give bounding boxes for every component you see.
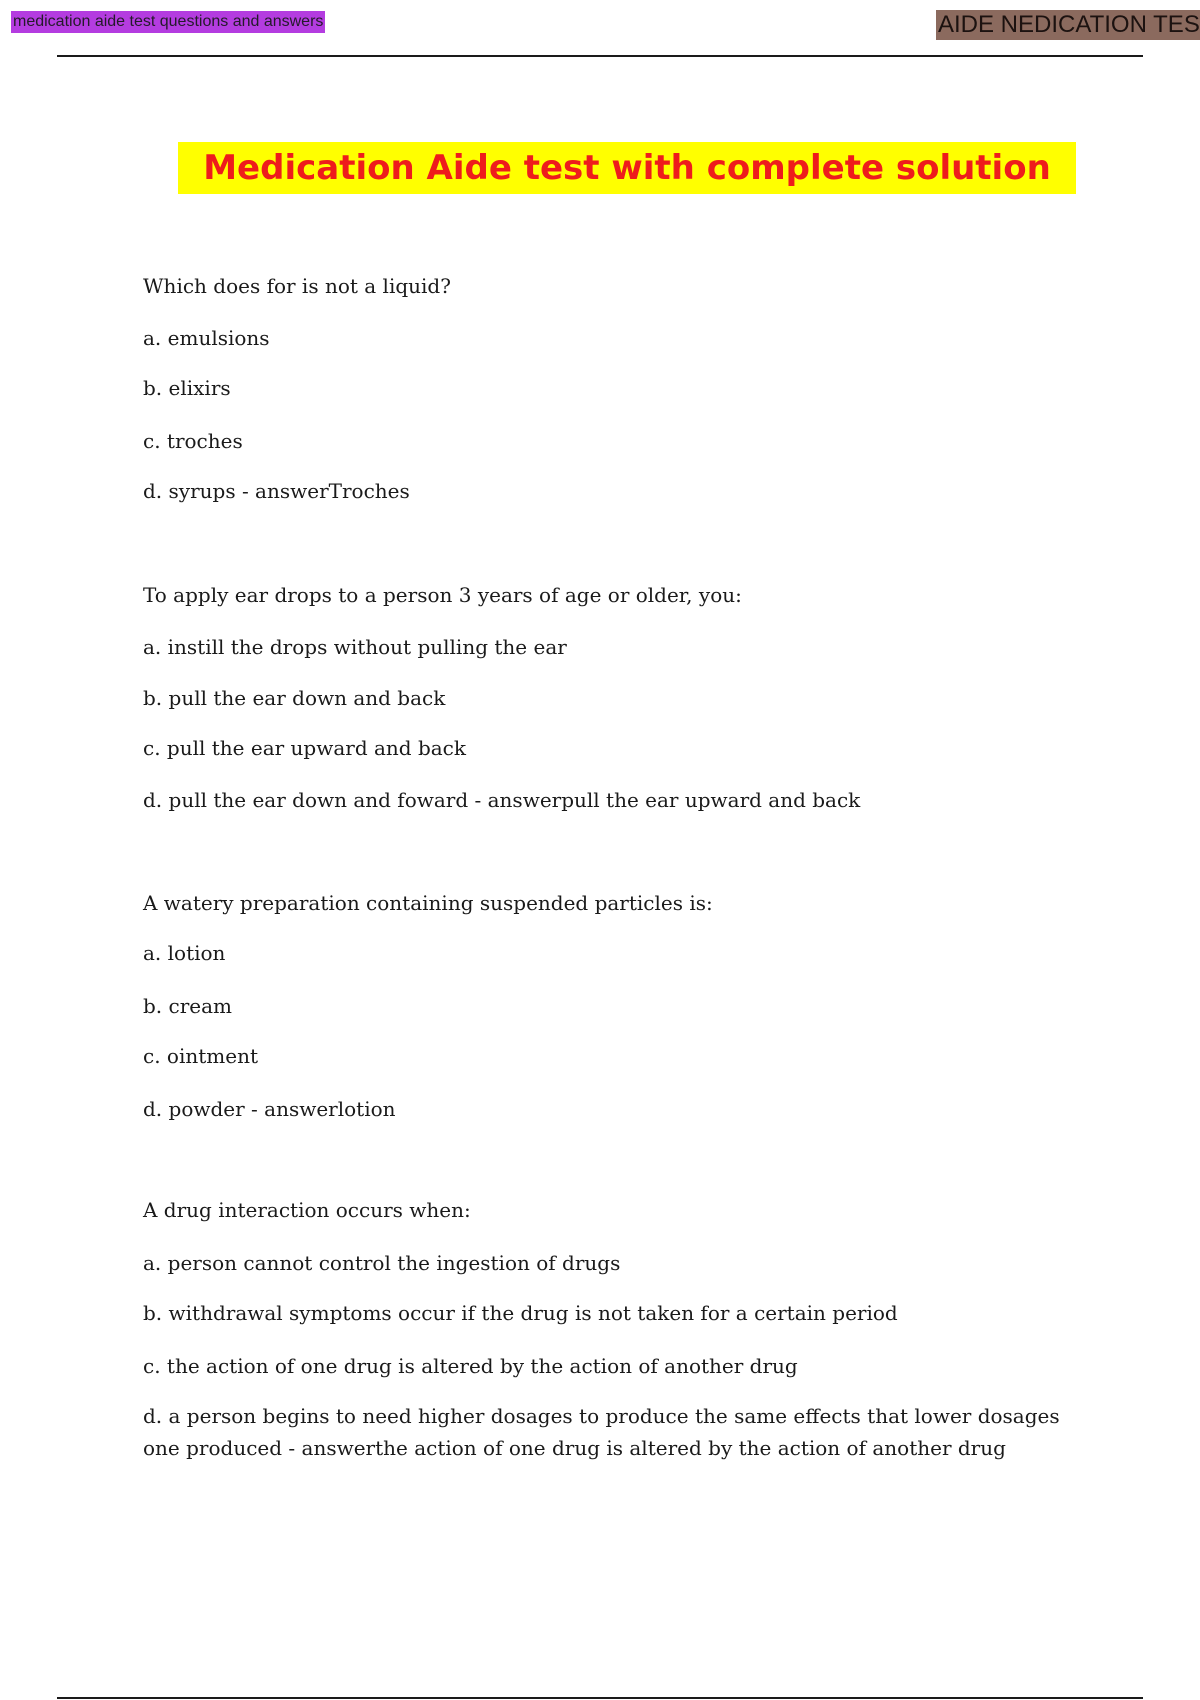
header-right-label: AIDE NEDICATION TES (936, 10, 1200, 40)
question-2-option-a: a. instill the drops without pulling the ear (143, 635, 567, 659)
page-title: Medication Aide test with complete solution (203, 148, 1051, 188)
question-1-option-b: b. elixirs (143, 376, 231, 400)
question-3-option-b: b. cream (143, 994, 233, 1018)
question-2-option-b: b. pull the ear down and back (143, 686, 446, 710)
question-4-text: A drug interaction occurs when: (143, 1198, 471, 1222)
question-2-text: To apply ear drops to a person 3 years of age or older, you: (143, 583, 742, 607)
question-4-option-d: d. a person begins to need higher dosages to produce the same effects that lower dosages one produced - answerthe action of one drug is altered by the action of another drug (143, 1404, 1060, 1460)
question-3-text: A watery preparation containing suspended particles is: (143, 891, 713, 915)
question-3-option-a: a. lotion (143, 941, 226, 965)
question-3-option-c: c. ointment (143, 1044, 258, 1068)
header-left-label: medication aide test questions and answers (11, 11, 325, 33)
question-1-option-c: c. troches (143, 429, 243, 453)
question-3-option-d: d. powder - answerlotion (143, 1097, 396, 1121)
question-1-option-d: d. syrups - answerTroches (143, 479, 410, 503)
header-divider (57, 55, 1143, 57)
question-1-text: Which does for is not a liquid? (143, 274, 451, 298)
question-4-option-c: c. the action of one drug is altered by the action of another drug (143, 1354, 798, 1378)
question-2-option-d: d. pull the ear down and foward - answerpull the ear upward and back (143, 788, 861, 812)
question-4-option-a: a. person cannot control the ingestion of drugs (143, 1251, 621, 1275)
question-2-option-c: c. pull the ear upward and back (143, 736, 466, 760)
title-highlight (178, 142, 1076, 194)
question-4-option-b: b. withdrawal symptoms occur if the drug is not taken for a certain period (143, 1301, 898, 1325)
footer-divider (57, 1697, 1143, 1699)
question-1-option-a: a. emulsions (143, 326, 270, 350)
